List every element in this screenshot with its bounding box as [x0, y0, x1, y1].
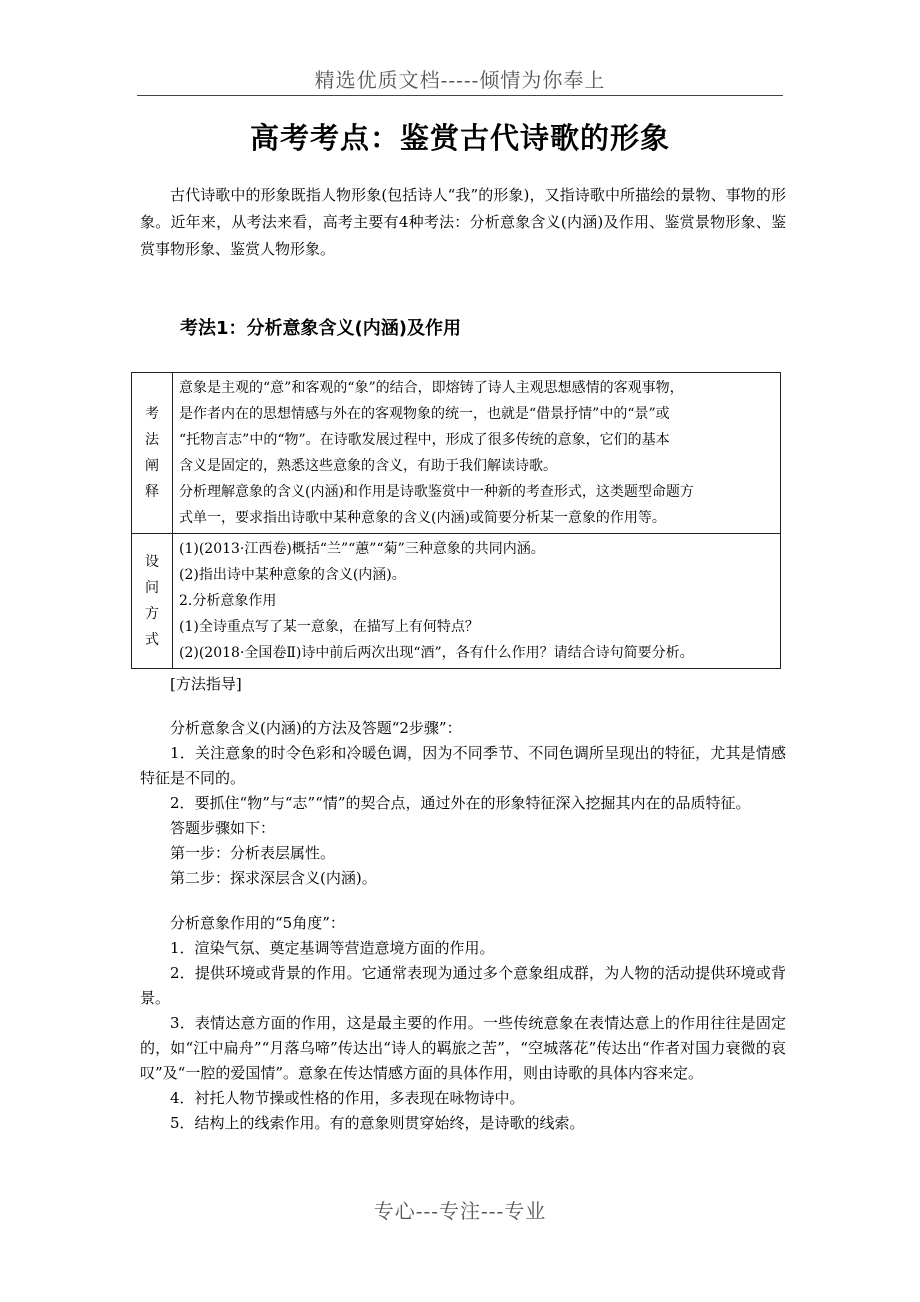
page-footer: 专心---专注---专业 — [373, 1199, 547, 1223]
function-point: 3．表情达意方面的作用，这是最主要的作用。一些传统意象在表情达意上的作用往往是固定的，如“江中扁舟”“月落乌啼”传达出“诗人的羁旅之苦”，“空城落花”传达出“作者对国力衰微的哀叹”及“一腔的爱国情”。意象在传达情感方面的具体作用，则由诗歌的具体内容来定。 — [140, 1014, 786, 1082]
label-char: 设 — [145, 554, 159, 570]
label-char: 问 — [145, 580, 159, 596]
table-row — [132, 373, 781, 534]
row-label-question-style — [132, 534, 173, 669]
method-guide-heading: [方法指导] — [170, 675, 242, 693]
meaning-point: 1．关注意象的时令色彩和冷暖色调，因为不同季节、不同色调所呈现出的特征，尤其是情感特征是不同的。 — [140, 744, 786, 787]
function-point: 5．结构上的线索作用。有的意象则贯穿始终，是诗歌的线索。 — [170, 1114, 585, 1132]
header-divider — [137, 95, 783, 96]
table-line: 含义是固定的，熟悉这些意象的含义，有助于我们解读诗歌。 — [179, 458, 557, 474]
row-label-method-explanation — [132, 373, 173, 534]
table-row — [132, 534, 781, 669]
page-header: 精选优质文档-----倾情为你奉上 — [314, 68, 606, 92]
label-char: 式 — [145, 632, 159, 648]
table-line: (2)指出诗中某种意象的含义(内涵)。 — [179, 567, 406, 583]
meaning-point: 2．要抓住“物”与“志”“情”的契合点，通过外在的形象特征深入挖掘其内在的品质特征。 — [170, 794, 751, 812]
label-char: 考 — [145, 406, 159, 422]
step-one: 第一步：分析表层属性。 — [170, 844, 336, 862]
table-line: 是作者内在的思想情感与外在的客观物象的统一，也就是“借景抒情”中的“景”或 — [179, 406, 670, 422]
table-line: “托物言志”中的“物”。在诗歌发展过程中，形成了很多传统的意象，它们的基本 — [179, 432, 670, 448]
table-line: (2)(2018·全国卷Ⅱ)诗中前后两次出现“酒”，各有什么作用？请结合诗句简要分析。 — [179, 645, 694, 661]
table-line: 式单一，要求指出诗歌中某种意象的含义(内涵)或简要分析某一意象的作用等。 — [179, 510, 666, 526]
label-char: 释 — [145, 484, 159, 500]
table-line: 分析理解意象的含义(内涵)和作用是诗歌鉴赏中一种新的考查形式，这类题型命题方 — [179, 484, 694, 500]
label-char: 阐 — [145, 458, 159, 474]
label-char: 方 — [145, 606, 159, 622]
section-heading: 考法1：分析意象含义(内涵)及作用 — [180, 318, 461, 339]
row-content-question-style — [173, 534, 781, 669]
function-point: 1．渲染气氛、奠定基调等营造意境方面的作用。 — [170, 939, 495, 957]
step-two: 第二步：探求深层含义(内涵)。 — [170, 869, 377, 887]
table-line: (1)(2013·江西卷)概括“兰”“蕙”“菊”三种意象的共同内涵。 — [179, 541, 545, 557]
method-table — [131, 372, 781, 669]
meaning-intro: 分析意象含义(内涵)的方法及答题“2步骤”： — [170, 719, 462, 737]
steps-intro: 答题步骤如下： — [170, 819, 276, 837]
table-line: (1)全诗重点写了某一意象，在描写上有何特点？ — [179, 619, 479, 635]
label-char: 法 — [145, 432, 159, 448]
spacer — [140, 891, 786, 911]
table-line: 2.分析意象作用 — [179, 593, 277, 609]
row-content-method-explanation — [173, 373, 781, 534]
function-point: 4．衬托人物节操或性格的作用，多表现在咏物诗中。 — [170, 1089, 525, 1107]
function-intro: 分析意象作用的“5角度”： — [170, 914, 345, 932]
table-line: 意象是主观的“意”和客观的“象”的结合，即熔铸了诗人主观思想感情的客观事物， — [179, 380, 684, 396]
intro-paragraph: 古代诗歌中的形象既指人物形象(包括诗人“我”的形象)，又指诗歌中所描绘的景物、事物的形象。近年来，从考法来看，高考主要有4种考法：分析意象含义(内涵)及作用、鉴赏景物形象、鉴赏事物形象、鉴赏人物形象。 — [140, 186, 786, 258]
method-guide-body — [140, 716, 786, 1136]
function-point: 2．提供环境或背景的作用。它通常表现为通过多个意象组成群，为人物的活动提供环境或背景。 — [140, 964, 786, 1007]
document-title: 高考考点：鉴赏古代诗歌的形象 — [249, 121, 670, 155]
